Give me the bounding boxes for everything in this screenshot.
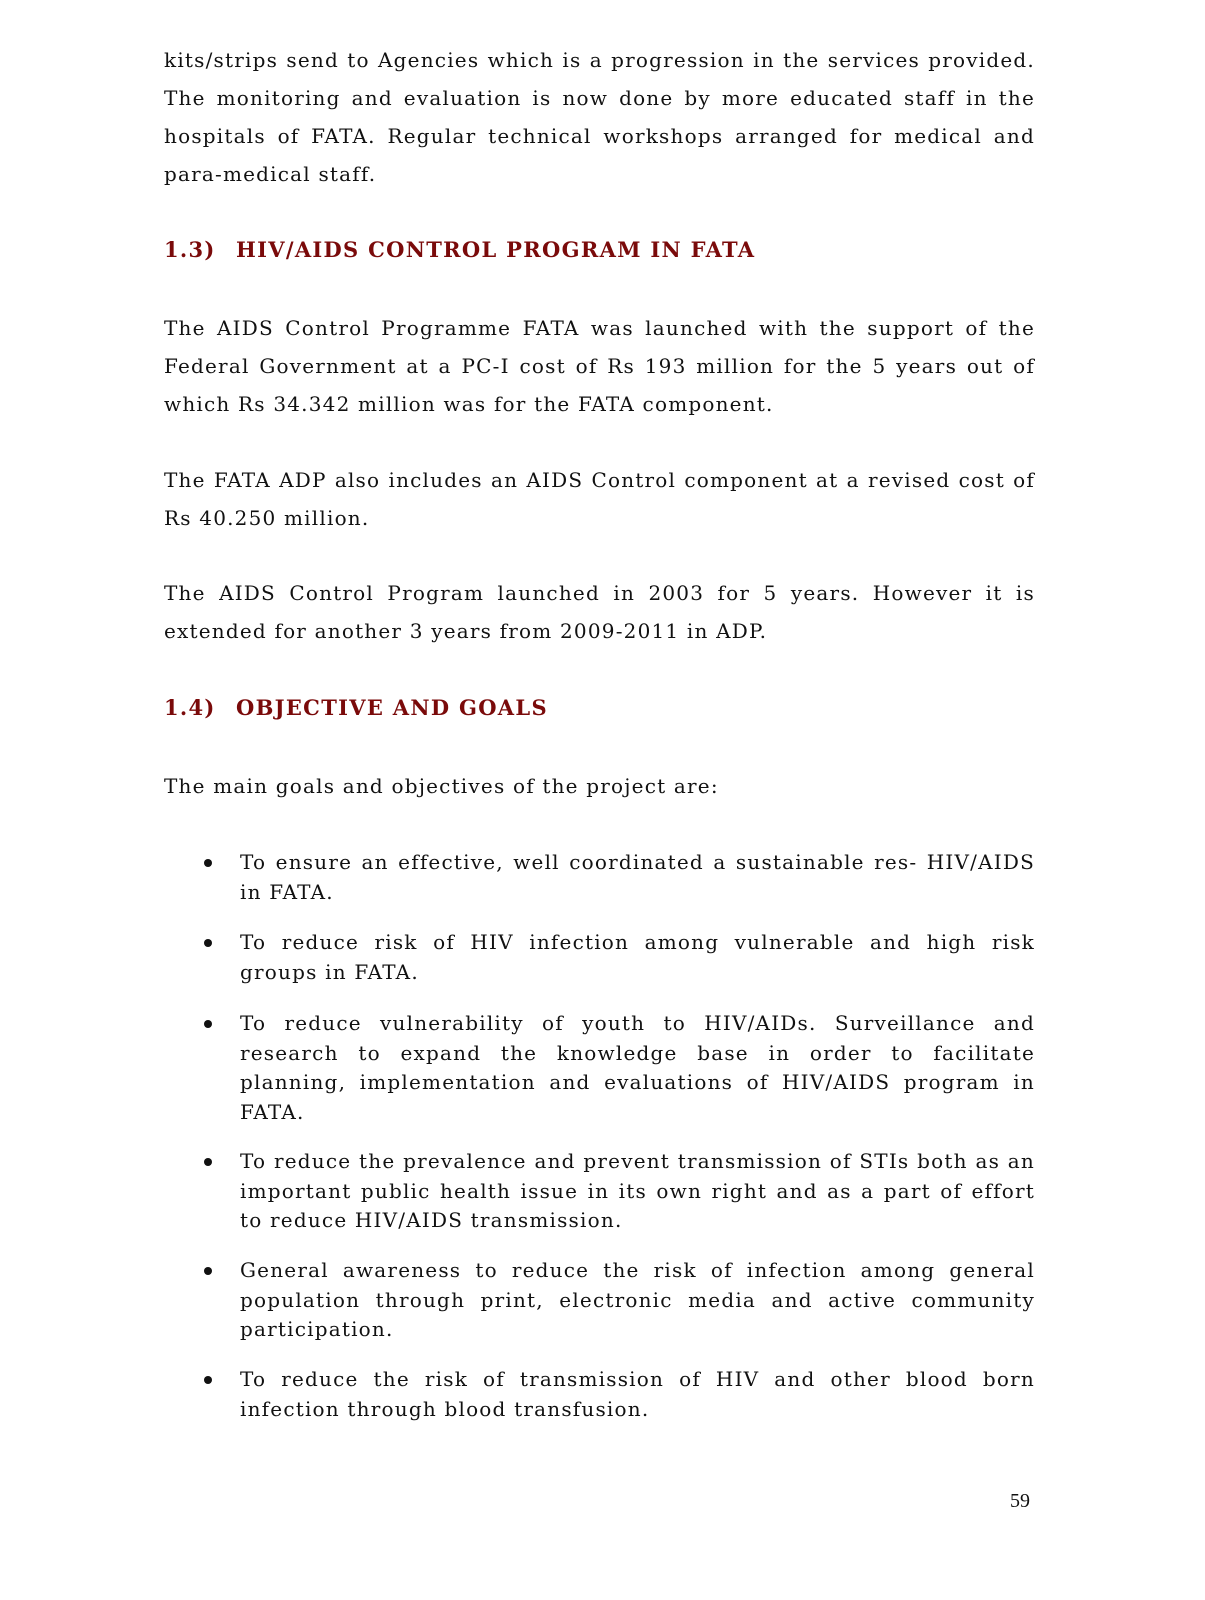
list-item-text: To reduce vulnerability of youth to HIV/AIDs. Surveillance and research to expand the knowledge base in order to facilitate planning, implementation and evaluations of HIV/AIDS program in FATA. xyxy=(240,1011,1035,1124)
bullet-icon xyxy=(204,859,212,867)
page-number: 59 xyxy=(1010,1490,1030,1512)
list-item xyxy=(240,1256,1035,1345)
section-title: OBJECTIVE AND GOALS xyxy=(236,695,548,720)
list-item-text: To reduce the prevalence and prevent transmission of STIs both as an important public health issue in its own right and as a part of effort to reduce HIV/AIDS transmission. xyxy=(240,1149,1035,1232)
bullet-icon xyxy=(204,1267,212,1275)
paragraph-continuation: kits/strips send to Agencies which is a progression in the services provided. The monitoring and evaluation is now done by more educated staff in the hospitals of FATA. Regular technical workshops arranged for medical and para-medical staff. xyxy=(164,48,1035,186)
bullet-icon xyxy=(204,1020,212,1028)
list-item-text: To ensure an effective, well coordinated a sustainable res- HIV/AIDS in FATA. xyxy=(240,850,1035,904)
list-item xyxy=(240,1147,1035,1236)
section-number: 1.3) xyxy=(164,237,216,262)
bullet-icon xyxy=(204,1158,212,1166)
paragraph-program-launch: The AIDS Control Programme FATA was launched with the support of the Federal Government at a PC-I cost of Rs 193 million for the 5 years out of which Rs 34.342 million was for the FATA component. xyxy=(164,316,1035,416)
section-heading-1-3 xyxy=(164,231,1035,269)
section-heading-1-4 xyxy=(164,689,1035,727)
list-item xyxy=(240,1009,1035,1127)
section-number: 1.4) xyxy=(164,695,216,720)
list-item-text: To reduce the risk of transmission of HIV and other blood born infection through blood transfusion. xyxy=(240,1367,1035,1421)
bullet-icon xyxy=(204,1376,212,1384)
section-title: HIV/AIDS CONTROL PROGRAM IN FATA xyxy=(236,237,756,262)
bullet-icon xyxy=(204,939,212,947)
list-item xyxy=(240,928,1035,987)
goals-intro: The main goals and objectives of the project are: xyxy=(164,774,719,798)
list-item xyxy=(240,1365,1035,1424)
paragraph-adp-cost: The FATA ADP also includes an AIDS Control component at a revised cost of Rs 40.250 million. xyxy=(164,468,1035,530)
paragraph-program-extension: The AIDS Control Program launched in 2003 for 5 years. However it is extended for another 3 years from 2009-2011 in ADP. xyxy=(164,581,1035,643)
list-item-text: General awareness to reduce the risk of infection among general population through print, electronic media and active community participation. xyxy=(240,1258,1035,1341)
list-item xyxy=(240,848,1035,907)
list-item-text: To reduce risk of HIV infection among vulnerable and high risk groups in FATA. xyxy=(240,930,1035,984)
